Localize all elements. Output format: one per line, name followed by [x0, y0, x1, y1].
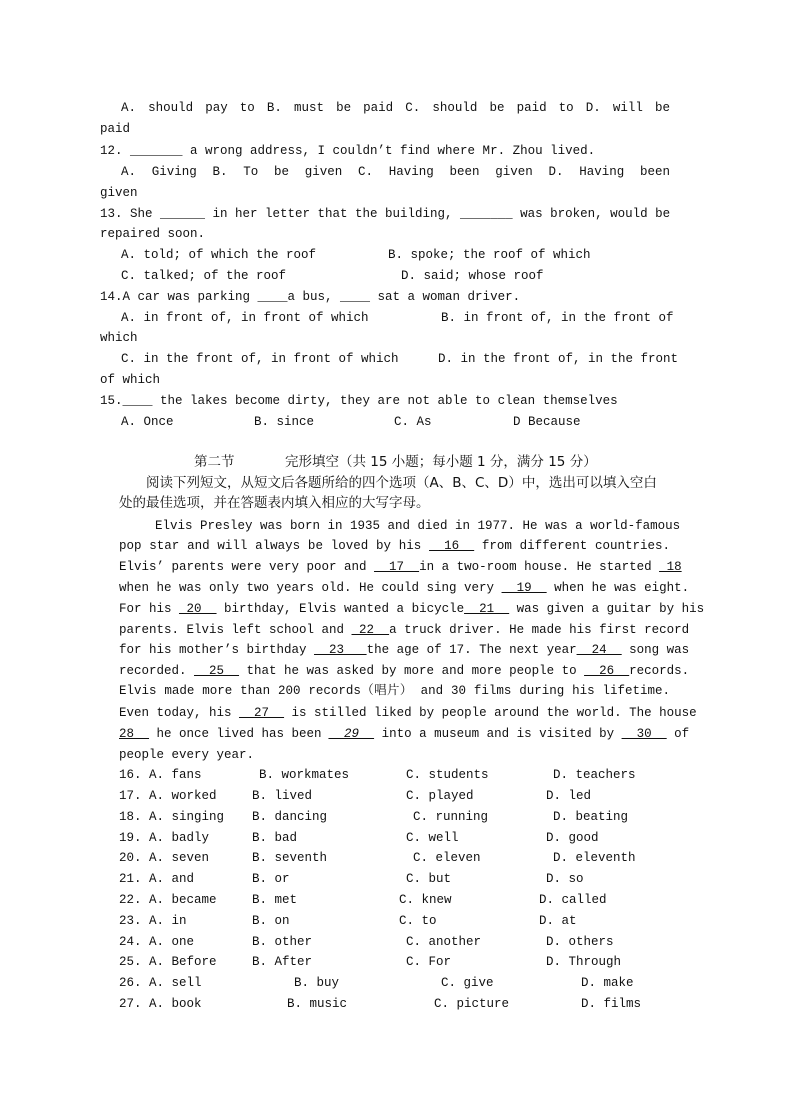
- passage-text: Elvis Presley was born in 1935 and died in 1977. He was a world-famous: [155, 519, 681, 533]
- option-b: B. dancing: [252, 810, 328, 824]
- passage-line-7: [119, 642, 690, 658]
- option-a: 24. A. one: [119, 935, 195, 949]
- passage-text: when he was only two years old. He could sing very: [119, 581, 502, 595]
- passage-text: Elvis made more than 200 records（唱片） and 30 films during his lifetime.: [119, 684, 670, 698]
- passage-text: records.: [629, 664, 690, 678]
- option-b: B. workmates: [259, 768, 350, 782]
- q14-wrap2: of which: [100, 373, 161, 387]
- blank-26: __26__: [584, 664, 630, 678]
- q13-options-row2: [0, 268, 790, 284]
- option-d: D. called: [539, 893, 607, 907]
- options-row-19: [0, 830, 790, 846]
- section-instructions-1: 阅读下列短文，从短文后各题所给的四个选项（A、B、C、D）中，选出可以填入空白: [146, 475, 657, 491]
- passage-text: of: [666, 727, 690, 741]
- blank-19: __19__: [501, 581, 547, 595]
- passage-line-12: [119, 747, 689, 763]
- passage-text: for his mother’s birthday: [119, 643, 315, 657]
- q12-option-a: A. Giving: [121, 165, 197, 179]
- passage-line-10: [119, 705, 697, 721]
- blank-29: __29__: [329, 727, 375, 741]
- passage-text: Elvis’ parents were very poor and: [119, 560, 375, 574]
- q13-option-c: C. talked; of the roof: [121, 269, 287, 283]
- options-row-22: [0, 892, 790, 908]
- q14-option-b: B. in front of, in the front of: [441, 311, 674, 325]
- blank-16: __16__: [429, 539, 475, 553]
- q14-options-row1: [0, 310, 790, 326]
- option-c: C. to: [399, 914, 437, 928]
- option-d: D. beating: [553, 810, 629, 824]
- option-c: C. well: [406, 831, 459, 845]
- option-c: C. played: [406, 789, 474, 803]
- option-d: D. at: [539, 914, 577, 928]
- q14-options-row2: [0, 351, 790, 367]
- options-row-23: [0, 913, 790, 929]
- section-title: 第二节: [194, 454, 235, 470]
- q13-option-b: B. spoke; the roof of which: [388, 248, 591, 262]
- passage-line-5: [119, 601, 705, 617]
- option-b: B. buy: [294, 976, 340, 990]
- options-row-27: [0, 996, 790, 1012]
- option-a: 18. A. singing: [119, 810, 225, 824]
- blank-22: _22__: [351, 623, 390, 637]
- option-a: 23. A. in: [119, 914, 187, 928]
- section-subtitle: 完形填空（共 15 小题；每小题 1 分，满分 15 分）: [285, 454, 597, 470]
- passage-text: people every year.: [119, 748, 255, 762]
- q11-option-b: B. must be paid: [266, 101, 394, 115]
- option-c: C. students: [406, 768, 489, 782]
- passage-text: For his: [119, 602, 180, 616]
- passage-text: from different countries.: [474, 539, 670, 553]
- option-d: D. led: [546, 789, 592, 803]
- passage-text: pop star and will always be loved by his: [119, 539, 430, 553]
- blank-27: __27__: [239, 706, 285, 720]
- q15-option-a: A. Once: [121, 415, 174, 429]
- option-d: D. make: [581, 976, 634, 990]
- q15-option-b: B. since: [254, 415, 315, 429]
- section-instructions-2: 处的最佳选项，并在答题表内填入相应的大写字母。: [119, 495, 430, 511]
- option-a: 21. A. and: [119, 872, 195, 886]
- options-row-20: [0, 850, 790, 866]
- q15-options-row: [0, 414, 790, 430]
- options-row-18: [0, 809, 790, 825]
- q11-option-c: C. should be paid to: [405, 101, 574, 115]
- option-d: D. teachers: [553, 768, 636, 782]
- passage-line-8: [119, 663, 690, 679]
- passage-text: recorded.: [119, 664, 195, 678]
- option-c: C. eleven: [413, 851, 481, 865]
- q11-options-line: [121, 100, 670, 116]
- option-c: C. running: [413, 810, 489, 824]
- options-row-17: [0, 788, 790, 804]
- q14-wrap1: which: [100, 331, 138, 345]
- option-b: B. bad: [252, 831, 298, 845]
- option-d: D. eleventh: [553, 851, 636, 865]
- option-c: C. but: [406, 872, 452, 886]
- blank-18: _18: [659, 560, 682, 574]
- q15-option-c: C. As: [394, 415, 432, 429]
- options-row-21: [0, 871, 790, 887]
- blank-17: __17__: [374, 560, 420, 574]
- passage-text: into a museum and is visited by: [374, 727, 622, 741]
- passage-text: that he was asked by more and more people to: [239, 664, 585, 678]
- option-a: 20. A. seven: [119, 851, 210, 865]
- passage-line-3: [119, 559, 682, 575]
- passage-line-6: [119, 622, 690, 638]
- option-b: B. lived: [252, 789, 313, 803]
- option-d: D. good: [546, 831, 599, 845]
- option-d: D. Through: [546, 955, 622, 969]
- q14-option-a: A. in front of, in front of which: [121, 311, 369, 325]
- q14-option-c: C. in the front of, in front of which: [121, 352, 399, 366]
- options-row-26: [0, 975, 790, 991]
- q12-option-d: D. Having been: [548, 165, 670, 179]
- q13-stem-line2: repaired soon.: [100, 227, 206, 241]
- option-b: B. or: [252, 872, 290, 886]
- blank-23: __23___: [314, 643, 367, 657]
- q12-option-c: C. Having been given: [357, 165, 533, 179]
- passage-text: birthday, Elvis wanted a bicycle: [216, 602, 465, 616]
- passage-line-2: [119, 538, 670, 554]
- q13-option-a: A. told; of which the roof: [121, 248, 317, 262]
- q11-option-a: A. should pay to: [121, 101, 255, 115]
- option-d: D. others: [546, 935, 614, 949]
- blank-21: __21__: [464, 602, 510, 616]
- option-c: C. give: [441, 976, 494, 990]
- q13-options-row1: [0, 247, 790, 263]
- passage-text: a truck driver. He made his first record: [389, 623, 690, 637]
- passage-line-4: [119, 580, 690, 596]
- option-c: C. For: [406, 955, 452, 969]
- option-d: D. so: [546, 872, 584, 886]
- option-a: 26. A. sell: [119, 976, 202, 990]
- q15-stem: 15.____ the lakes become dirty, they are not able to clean themselves: [100, 394, 618, 408]
- q11-wrap: paid: [100, 122, 131, 136]
- blank-24: __24__: [576, 643, 622, 657]
- option-d: D. films: [581, 997, 642, 1011]
- q11-option-d: D. will be: [585, 101, 670, 115]
- option-c: C. another: [406, 935, 482, 949]
- options-row-24: [0, 934, 790, 950]
- option-c: C. knew: [399, 893, 452, 907]
- q15-option-d: D Because: [513, 415, 581, 429]
- option-b: B. other: [252, 935, 313, 949]
- option-a: 25. A. Before: [119, 955, 217, 969]
- option-a: 16. A. fans: [119, 768, 202, 782]
- options-row-16: [0, 767, 790, 783]
- option-a: 19. A. badly: [119, 831, 210, 845]
- passage-text: he once lived has been: [149, 727, 330, 741]
- q12-stem: 12. _______ a wrong address, I couldn’t find where Mr. Zhou lived.: [100, 144, 596, 158]
- option-b: B. met: [252, 893, 298, 907]
- option-b: B. After: [252, 955, 313, 969]
- option-a: 27. A. book: [119, 997, 202, 1011]
- passage-line-9: [119, 683, 670, 699]
- passage-line-11: [119, 726, 690, 742]
- option-a: 17. A. worked: [119, 789, 217, 803]
- q13-stem-line1: 13. She ______ in her letter that the building, _______ was broken, would be: [100, 207, 671, 221]
- option-b: B. seventh: [252, 851, 328, 865]
- passage-text: was given a guitar by his: [509, 602, 705, 616]
- passage-text: is stilled liked by people around the world. The house: [284, 706, 697, 720]
- passage-text: song was: [621, 643, 690, 657]
- blank-25: __25__: [194, 664, 240, 678]
- q13-option-d: D. said; whose roof: [401, 269, 544, 283]
- option-a: 22. A. became: [119, 893, 217, 907]
- option-b: B. music: [287, 997, 348, 1011]
- q14-option-d: D. in the front of, in the front: [438, 352, 679, 366]
- passage-text: in a two-room house. He started: [419, 560, 660, 574]
- q12-option-b: B. To be given: [212, 165, 343, 179]
- passage-text: the age of 17. The next year: [366, 643, 577, 657]
- q12-options-line: [121, 164, 670, 180]
- q12-wrap: given: [100, 186, 138, 200]
- options-row-25: [0, 954, 790, 970]
- blank-30: __30__: [621, 727, 667, 741]
- option-c: C. picture: [434, 997, 510, 1011]
- q14-stem: 14.A car was parking ____a bus, ____ sat a woman driver.: [100, 290, 521, 304]
- passage-text: when he was eight.: [546, 581, 690, 595]
- blank-28: 28__: [119, 727, 150, 741]
- blank-20: _20__: [179, 602, 217, 616]
- option-b: B. on: [252, 914, 290, 928]
- passage-text: Even today, his: [119, 706, 240, 720]
- passage-text: parents. Elvis left school and: [119, 623, 352, 637]
- passage-line-1: [155, 518, 681, 534]
